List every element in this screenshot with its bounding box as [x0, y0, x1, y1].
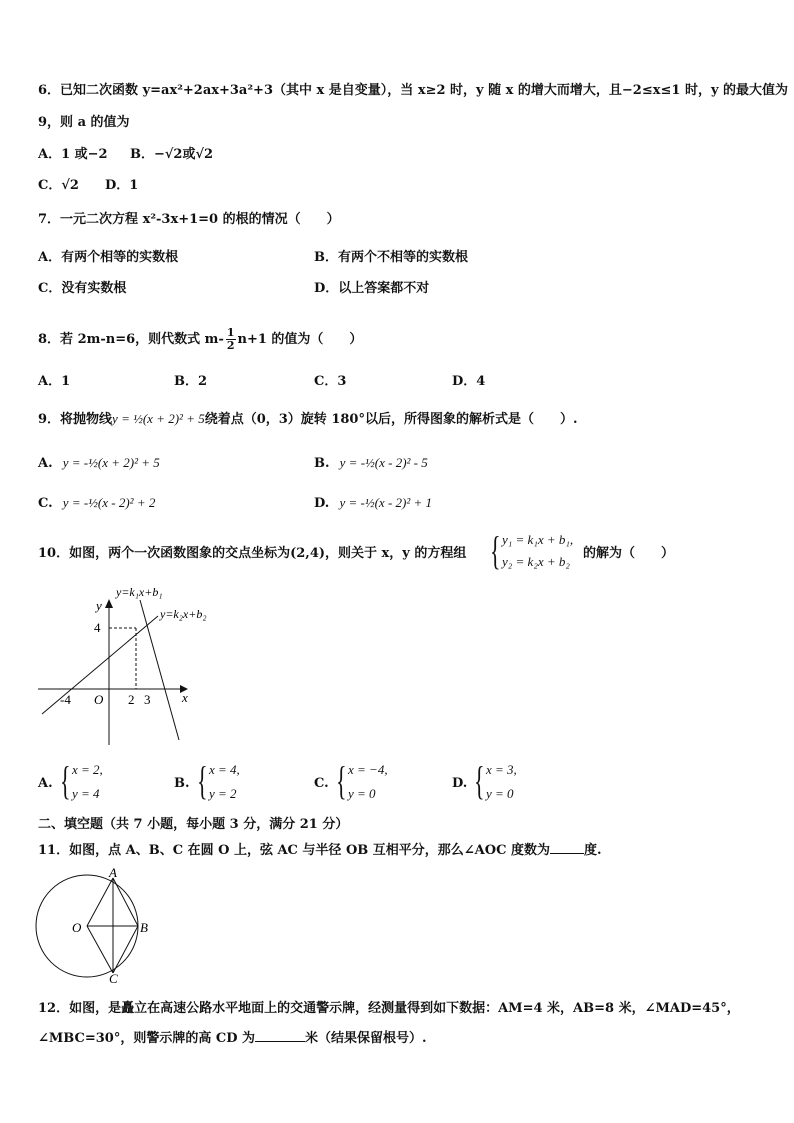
- q10-sys-line1: y₁ = k₁x + b₁,: [502, 532, 574, 547]
- q6-option-d[interactable]: D．1: [105, 178, 139, 193]
- q7-option-d[interactable]: D．以上答案都不对: [314, 281, 430, 296]
- q10-label-line2: y=k₂x+b₂: [160, 607, 207, 621]
- q10-label-line1: y=k₁x+b₁: [116, 585, 163, 599]
- q10-option-a-line2: y = 4: [72, 786, 100, 801]
- q11-circle-figure: [30, 865, 170, 985]
- q10-option-d-line1: x = 3,: [486, 762, 517, 777]
- q10-option-d-brace: {: [474, 758, 485, 803]
- q9-option-c-formula: y = -½(x - 2)² + 2: [62, 495, 156, 510]
- q10-option-b-brace: {: [197, 758, 208, 803]
- q10-option-c[interactable]: [336, 760, 416, 806]
- q11-label-o: O: [72, 920, 82, 935]
- q8-stem-pre: 8．若 2m-n=6，则代数式 m-: [38, 332, 224, 347]
- q11-answer-blank[interactable]: [550, 853, 584, 854]
- q8-option-d[interactable]: D．4: [452, 374, 486, 389]
- q12-stem-line1: 12．如图，是矗立在高速公路水平地面上的交通警示牌，经测量得到如下数据：AM=4 米，AB=8 米，∠MAD=45°，: [38, 1001, 740, 1016]
- q12-stem-line2: [38, 1030, 427, 1048]
- q8-option-b[interactable]: B．2: [174, 374, 208, 389]
- q10-line-k2: [140, 600, 179, 740]
- q6-option-b[interactable]: B．−√2或√2: [130, 147, 214, 162]
- q10-origin: O: [94, 692, 104, 707]
- q9-option-d[interactable]: [314, 494, 432, 513]
- q9-option-a-formula: y = -½(x + 2)² + 5: [62, 455, 160, 470]
- q9-stem-post: 绕着点（0，3）旋转 180°以后，所得图象的解析式是（ ）.: [204, 412, 578, 427]
- q9-stem-pre: 9．将抛物线: [38, 412, 113, 427]
- q10-option-a-line1: x = 2,: [72, 762, 103, 777]
- q7-option-c[interactable]: C．没有实数根: [38, 281, 127, 296]
- q8-stem: [38, 327, 362, 352]
- q9-option-d-label: D.: [314, 496, 330, 511]
- q10-option-a[interactable]: [60, 760, 140, 806]
- q9-option-b-formula: y = -½(x - 2)² - 5: [339, 455, 428, 470]
- q11-label-b: B: [140, 920, 148, 935]
- q6-option-c[interactable]: C．√2: [38, 178, 79, 193]
- q10-option-c-line2: y = 0: [348, 786, 376, 801]
- q10-option-b-line1: x = 4,: [209, 762, 240, 777]
- q11-seg-cb: [113, 926, 138, 973]
- q11-label-a: A: [109, 865, 117, 880]
- q9-option-b[interactable]: [314, 454, 428, 473]
- q11-label-c: C: [109, 971, 118, 985]
- q8-stem-post: n+1 的值为（ ）: [237, 332, 363, 347]
- q10-option-a-brace: {: [60, 758, 71, 803]
- q8-fraction: [226, 327, 236, 352]
- q9-option-c-label: C.: [38, 496, 53, 511]
- q11-stem-post: 度.: [583, 843, 602, 858]
- q10-option-b[interactable]: [197, 760, 277, 806]
- q11-stem-pre: 11．如图，点 A、B、C 在圆 O 上，弦 AC 与半径 OB 互相平分，那么∠AOC 度数为: [38, 843, 550, 858]
- q10-x-label: x: [182, 690, 188, 705]
- q10-y-arrow: [105, 599, 113, 608]
- q10-option-c-line1: x = −4,: [348, 762, 388, 777]
- q12-stem-pre: ∠MBC=30°，则警示牌的高 CD 为: [38, 1031, 256, 1046]
- q6-stem-line1: 6．已知二次函数 y=ax²+2ax+3a²+3（其中 x 是自变量），当 x≥2 时，y 随 x 的增大而增大，且−2≤x≤1 时，y 的最大值为: [38, 83, 789, 98]
- q8-frac-num: 1: [226, 326, 235, 339]
- q10-option-d-line2: y = 0: [486, 786, 514, 801]
- q10-tick-neg4: -4: [60, 692, 71, 707]
- q9-option-d-formula: y = -½(x - 2)² + 1: [339, 495, 433, 510]
- q12-stem-post: 米（结果保留根号）.: [305, 1031, 427, 1046]
- q10-equation-system: [490, 530, 585, 576]
- q10-stem-pre: 10．如图，两个一次函数图象的交点坐标为(2,4)，则关于 x，y 的方程组: [38, 546, 467, 561]
- q10-stem-post: 的解为（ ）: [583, 546, 675, 561]
- q10-graph: [30, 580, 230, 750]
- q11-seg-oc: [87, 926, 113, 973]
- q9-option-a-label: A.: [38, 456, 53, 471]
- q10-tick-2: 2: [128, 692, 135, 707]
- q9-stem: [38, 410, 578, 429]
- q10-option-d-label[interactable]: D.: [452, 776, 468, 791]
- q7-stem: 7．一元二次方程 x²-3x+1=0 的根的情况（ ）: [38, 212, 340, 227]
- q9-option-b-label: B.: [314, 456, 330, 471]
- q7-option-b[interactable]: B．有两个不相等的实数根: [314, 250, 468, 265]
- q10-sys-line2: y₂ = k₂x + b₂: [502, 554, 570, 569]
- q10-option-d[interactable]: [474, 760, 554, 806]
- q8-frac-den: 2: [226, 339, 235, 352]
- q11-seg-ab: [113, 878, 138, 926]
- q12-answer-blank[interactable]: [255, 1041, 305, 1042]
- q10-option-c-brace: {: [336, 758, 347, 803]
- q9-stem-formula: y = ½(x + 2)² + 5: [112, 411, 205, 426]
- q10-y-label: y: [96, 598, 102, 613]
- q8-option-a[interactable]: A．1: [38, 374, 71, 389]
- q10-tick-3: 3: [144, 692, 151, 707]
- q6-stem-line2: 9，则 a 的值为: [38, 115, 130, 130]
- q10-option-a-label[interactable]: A.: [38, 776, 53, 791]
- q6-option-a[interactable]: A．1 或−2: [38, 147, 108, 162]
- q7-option-a[interactable]: A．有两个相等的实数根: [38, 250, 179, 265]
- q9-option-c[interactable]: [38, 494, 155, 513]
- q10-brace: {: [490, 528, 501, 573]
- q10-option-b-label[interactable]: B.: [174, 776, 190, 791]
- q9-option-a[interactable]: [38, 454, 160, 473]
- q11-seg-oa: [87, 878, 113, 926]
- q11-stem: [38, 842, 602, 860]
- section-2-heading: 二、填空题（共 7 小题，每小题 3 分，满分 21 分）: [38, 817, 349, 832]
- q8-option-c[interactable]: C．3: [314, 374, 347, 389]
- q10-option-c-label[interactable]: C.: [314, 776, 329, 791]
- q10-tick-y4: 4: [94, 620, 101, 635]
- q10-option-b-line2: y = 2: [209, 786, 237, 801]
